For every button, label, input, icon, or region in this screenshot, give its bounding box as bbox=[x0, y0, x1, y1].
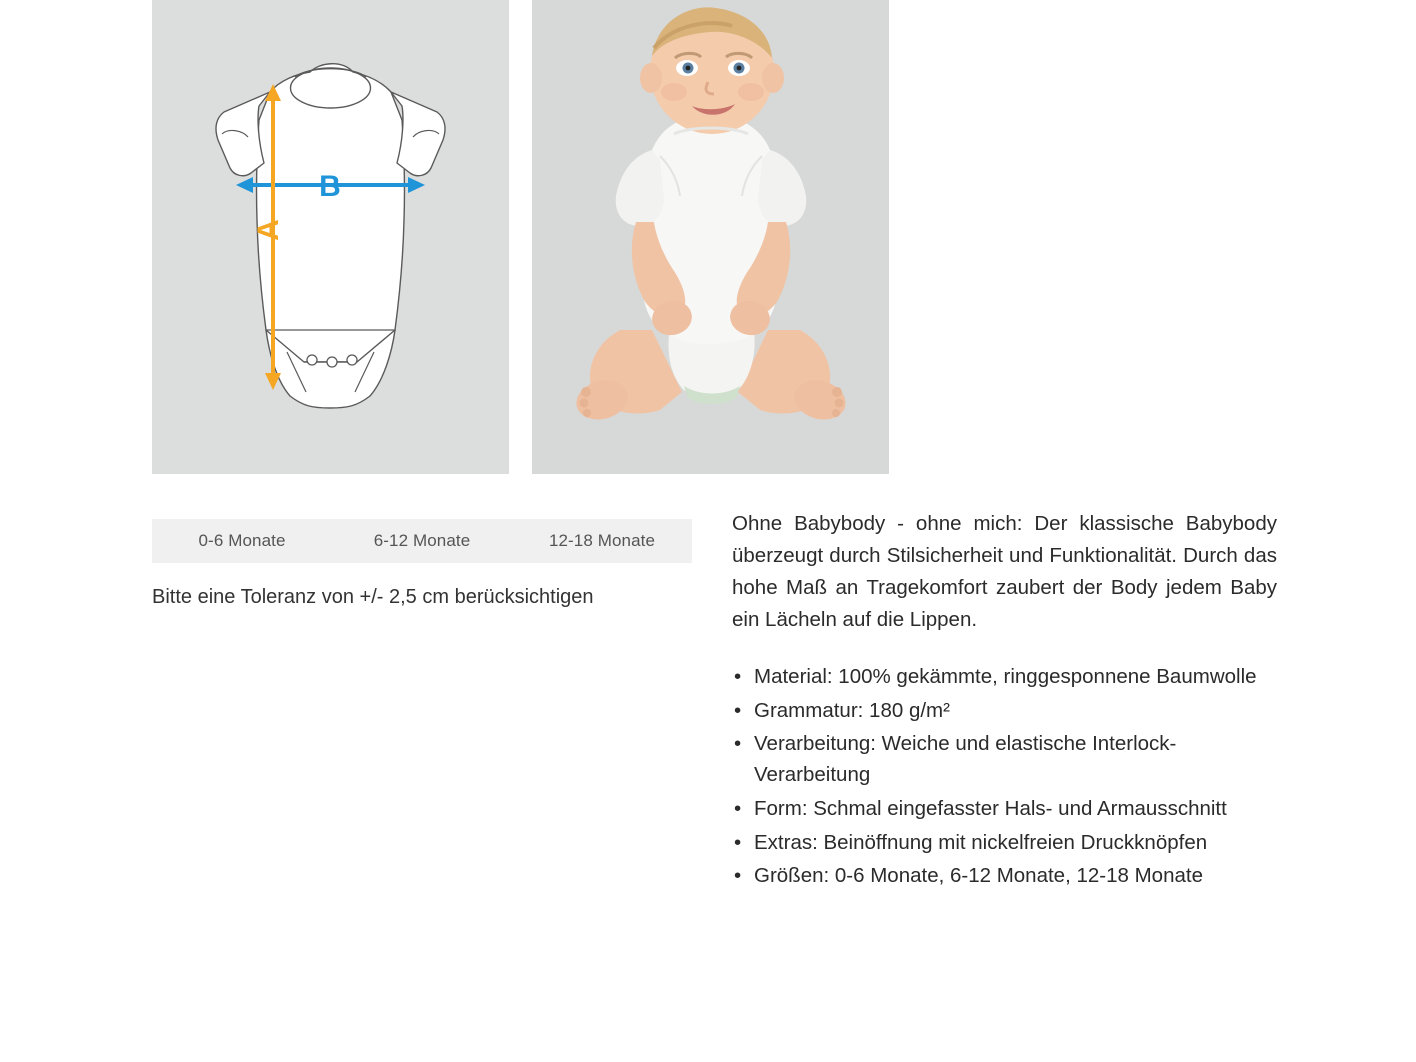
product-photo[interactable] bbox=[532, 0, 889, 474]
bullet-icon: • bbox=[734, 698, 742, 722]
size-option-0-6[interactable]: 0-6 Monate bbox=[198, 531, 286, 550]
measure-a-label: A bbox=[252, 219, 285, 241]
specification-list bbox=[732, 662, 1277, 892]
measure-b-label: B bbox=[319, 170, 341, 203]
spec-material: Material: 100% gekämmte, ringgesponnene Baumwolle bbox=[754, 664, 1257, 688]
spec-groessen: Größen: 0-6 Monate, 6-12 Monate, 12-18 Monate bbox=[754, 864, 1203, 888]
bullet-icon: • bbox=[734, 796, 742, 820]
spec-form: Form: Schmal eingefasster Hals- und Armausschnitt bbox=[754, 796, 1227, 820]
size-option-6-12[interactable]: 6-12 Monate bbox=[373, 531, 471, 550]
description-intro: Ohne Babybody - ohne mich: Der klassische Babybody überzeugt durch Stilsicherheit und Funktionalität. Durch das hohe Maß an Tragekomfort zaubert der Body jedem Baby ein Lächeln auf die Lippen. bbox=[732, 512, 1277, 631]
spec-grammatur: Grammatur: 180 g/m² bbox=[754, 698, 950, 722]
list-item bbox=[732, 794, 1277, 825]
list-item bbox=[732, 861, 1277, 892]
bullet-icon: • bbox=[734, 664, 742, 688]
bodysuit-technical-drawing bbox=[152, 0, 509, 474]
list-item bbox=[732, 828, 1277, 859]
product-image-gallery bbox=[152, 0, 1272, 474]
spec-verarbeitung: Verarbeitung: Weiche und elastische Interlock-Verarbeitung bbox=[754, 732, 1177, 787]
size-option-12-18[interactable]: 12-18 Monate bbox=[548, 531, 656, 550]
bullet-icon: • bbox=[734, 864, 742, 888]
list-item bbox=[732, 662, 1277, 693]
list-item bbox=[732, 696, 1277, 727]
tolerance-note: Bitte eine Toleranz von +/- 2,5 cm berücksichtigen bbox=[152, 586, 594, 608]
baby-wearing-bodysuit-photo bbox=[532, 0, 889, 474]
size-table bbox=[152, 519, 692, 563]
spec-extras: Extras: Beinöffnung mit nickelfreien Druckknöpfen bbox=[754, 830, 1208, 854]
bullet-icon: • bbox=[734, 732, 742, 756]
size-chart-image[interactable] bbox=[152, 0, 509, 474]
list-item bbox=[732, 729, 1277, 791]
bullet-icon: • bbox=[734, 830, 742, 854]
product-description bbox=[732, 508, 1277, 895]
